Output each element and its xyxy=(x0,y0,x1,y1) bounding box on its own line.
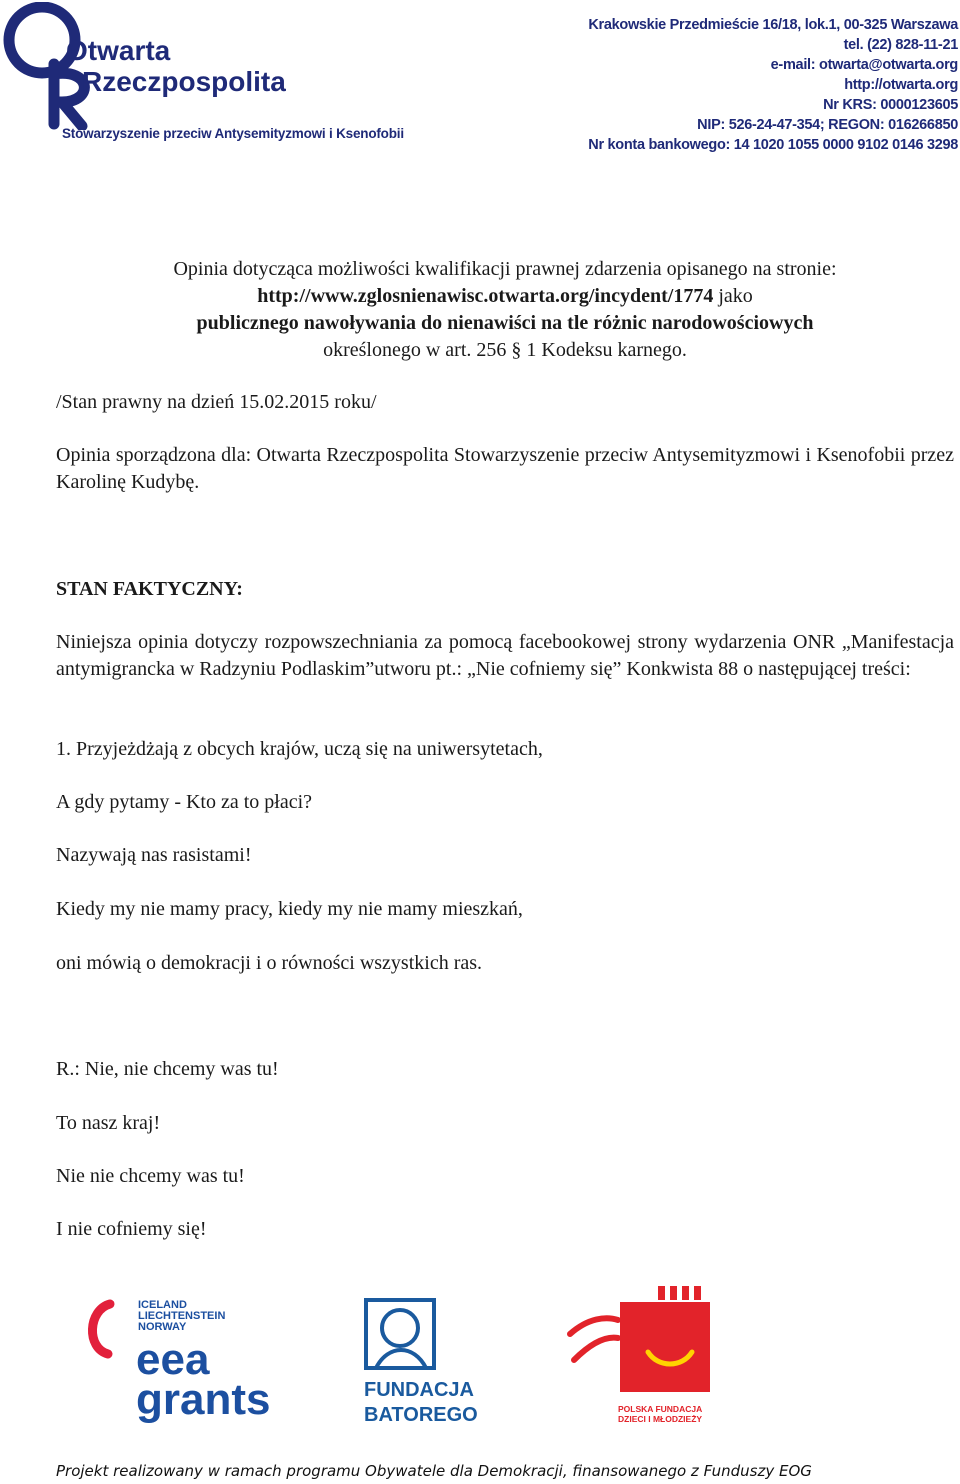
incident-url[interactable]: http://www.zglosnienawisc.otwarta.org/incydent/1774 xyxy=(257,285,714,307)
refrain-line: R.: Nie, nie chcemy was tu! xyxy=(56,1058,279,1080)
contact-krs: Nr KRS: 0000123605 xyxy=(823,97,958,113)
footer-note: Projekt realizowany w ramach programu Obywatele dla Demokracji, finansowanego z Funduszy EOG xyxy=(56,1462,812,1480)
verse-line: 1. Przyjeżdżają z obcych krajów, uczą się na uniwersytetach, xyxy=(56,738,543,760)
otwarta-rzeczpospolita-logo xyxy=(2,2,302,130)
facts-heading-text: STAN FAKTYCZNY: xyxy=(56,578,243,600)
pfdim-line-1: POLSKA FUNDACJA xyxy=(618,1404,703,1414)
contact-website[interactable]: http://otwarta.org xyxy=(844,77,958,93)
title-jako: jako xyxy=(713,285,753,307)
verse-line: A gdy pytamy - Kto za to płaci? xyxy=(56,791,313,813)
refrain-line: I nie cofniemy się! xyxy=(56,1218,207,1240)
verse-line: oni mówią o demokracji i o równości wszystkich ras. xyxy=(56,952,483,974)
logo-word-rzeczpospolita: Rzeczpospolita xyxy=(82,66,286,97)
sponsor-logos xyxy=(58,1256,740,1466)
batory-word-fundacja: FUNDACJA xyxy=(364,1379,474,1401)
batory-word-batorego: BATOREGO xyxy=(364,1404,478,1426)
title-line-1: Opinia dotycząca możliwości kwalifikacji prawnej zdarzenia opisanego na stronie: xyxy=(173,258,837,280)
verse-line: Nazywają nas rasistami! xyxy=(56,844,252,866)
contact-address: Krakowskie Przedmieście 16/18, lok.1, 00-325 Warszawa xyxy=(588,17,958,33)
pfdim-line-2: DZIECI I MŁODZIEŻY xyxy=(618,1414,703,1424)
eea-liechtenstein: LIECHTENSTEIN xyxy=(138,1310,226,1322)
eea-norway: NORWAY xyxy=(138,1321,187,1333)
fundacja-batorego-logo xyxy=(364,1300,478,1426)
org-subtitle: Stowarzyszenie przeciw Antysemityzmowi i Ksenofobii xyxy=(62,126,404,141)
prepared-for: Opinia sporządzona dla: Otwarta Rzeczpospolita Stowarzyszenie przeciw Antysemityzmowi i Ksenofobii przez Karolinę Kudybę. xyxy=(56,444,954,493)
legal-status: /Stan prawny na dzień 15.02.2015 roku/ xyxy=(56,391,377,413)
contact-phone: tel. (22) 828-11-21 xyxy=(843,37,958,53)
eea-iceland: ICELAND xyxy=(138,1299,187,1311)
contact-nip-regon: NIP: 526-24-47-354; REGON: 016266850 xyxy=(697,117,958,133)
refrain-line: To nasz kraj! xyxy=(56,1112,161,1134)
facts-paragraph: Niniejsza opinia dotyczy rozpowszechniania za pomocą facebookowej strony wydarzenia ONR „Manifestacja antymigrancka w Radzyniu Podlaskim”utworu pt.: „Nie cofniemy się” Konkwista 88 o następującej treści: xyxy=(56,631,954,680)
contact-bank-account: Nr konta bankowego: 14 1020 1055 0000 9102 0146 3298 xyxy=(588,137,958,153)
eea-grants-logo xyxy=(92,1299,270,1424)
facts-heading xyxy=(56,576,243,603)
grants-word: grants xyxy=(136,1375,271,1424)
contact-block xyxy=(498,15,958,155)
title-offense: publicznego nawoływania do nienawiści na tle różnic narodowościowych xyxy=(196,312,814,334)
pfdim-logo xyxy=(570,1286,710,1424)
eea-word: eea xyxy=(136,1335,210,1384)
title-line-4: określonego w art. 256 § 1 Kodeksu karnego. xyxy=(323,339,687,361)
verse-line: Kiedy my nie mamy pracy, kiedy my nie mamy mieszkań, xyxy=(56,898,523,920)
refrain-line: Nie nie chcemy was tu! xyxy=(56,1165,245,1187)
title-line-2 xyxy=(56,283,954,310)
title-line-3 xyxy=(56,310,954,337)
contact-email[interactable]: e-mail: otwarta@otwarta.org xyxy=(770,57,958,73)
logo-word-otwarta: Otwarta xyxy=(66,35,171,66)
